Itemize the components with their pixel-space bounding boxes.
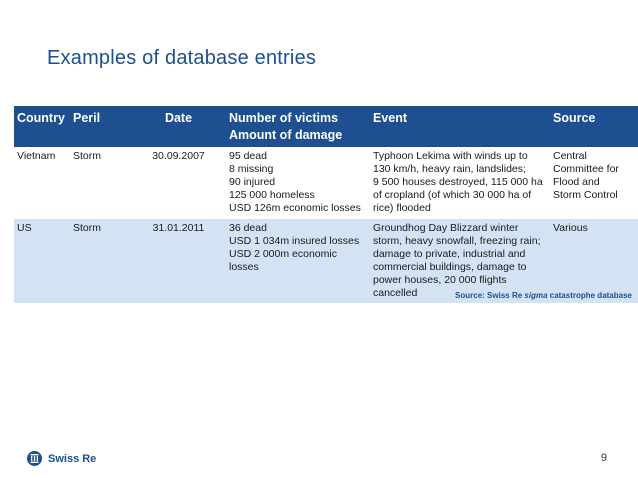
header-victims: Number of victims	[229, 111, 339, 125]
victims-line: losses	[229, 261, 259, 273]
cell-event	[370, 147, 550, 219]
cell-date: 31.01.2011	[130, 219, 226, 303]
slide-title: Examples of database entries	[47, 47, 317, 69]
event-line: 9 500 houses destroyed, 115 000 ha	[373, 176, 543, 188]
header-peril: Peril	[70, 106, 130, 147]
victims-line: 125 000 homeless	[229, 189, 315, 201]
header-victims-damage	[226, 106, 370, 147]
event-line: Typhoon Lekima with winds up to	[373, 150, 528, 162]
event-line: Groundhog Day Blizzard winter	[373, 222, 519, 234]
victims-line: 8 missing	[229, 163, 274, 175]
cell-victims	[226, 147, 370, 219]
header-damage: Amount of damage	[229, 128, 343, 142]
table-row	[14, 147, 638, 219]
swiss-re-logo-icon	[27, 451, 42, 466]
source-line: Various	[553, 222, 588, 234]
event-line: 130 km/h, heavy rain, landslides;	[373, 163, 526, 175]
header-source: Source	[550, 106, 638, 147]
source-suffix: catastrophe database	[547, 291, 632, 300]
table-header-row	[14, 106, 638, 147]
cell-country: US	[14, 219, 70, 303]
event-line: cancelled	[373, 287, 418, 299]
victims-line: 36 dead	[229, 222, 267, 234]
event-line: of cropland (of which 30 000 ha of	[373, 189, 532, 201]
event-line: rice) flooded	[373, 202, 431, 214]
page-number: 9	[600, 452, 607, 464]
victims-line: 95 dead	[229, 150, 267, 162]
source-line: Storm Control	[553, 189, 618, 201]
victims-line: USD 126m economic losses	[229, 202, 361, 214]
source-note	[455, 291, 632, 300]
source-line: Flood and	[553, 176, 600, 188]
header-country: Country	[14, 106, 70, 147]
cell-country: Vietnam	[14, 147, 70, 219]
cell-date: 30.09.2007	[130, 147, 226, 219]
cell-source	[550, 147, 638, 219]
swiss-re-logo	[27, 451, 96, 466]
event-line: power houses, 20 000 flights	[373, 274, 507, 286]
cell-peril: Storm	[70, 147, 130, 219]
source-line: Central	[553, 150, 587, 162]
cell-victims	[226, 219, 370, 303]
source-italic: sigma	[524, 291, 548, 300]
database-entries-table	[14, 106, 638, 303]
logo-text: Swiss Re	[48, 452, 97, 465]
header-event: Event	[370, 106, 550, 147]
victims-line: 90 injured	[229, 176, 276, 188]
event-line: storm, heavy snowfall, freezing rain;	[373, 235, 541, 247]
logo-columns-icon	[30, 454, 39, 463]
event-line: damage to private, industrial and	[373, 248, 526, 260]
event-line: commercial buildings, damage to	[373, 261, 527, 273]
cell-peril: Storm	[70, 219, 130, 303]
source-line: Committee for	[553, 163, 619, 175]
victims-line: USD 2 000m economic	[229, 248, 337, 260]
header-date: Date	[130, 106, 226, 147]
source-prefix: Source: Swiss Re	[455, 291, 525, 300]
victims-line: USD 1 034m insured losses	[229, 235, 360, 247]
